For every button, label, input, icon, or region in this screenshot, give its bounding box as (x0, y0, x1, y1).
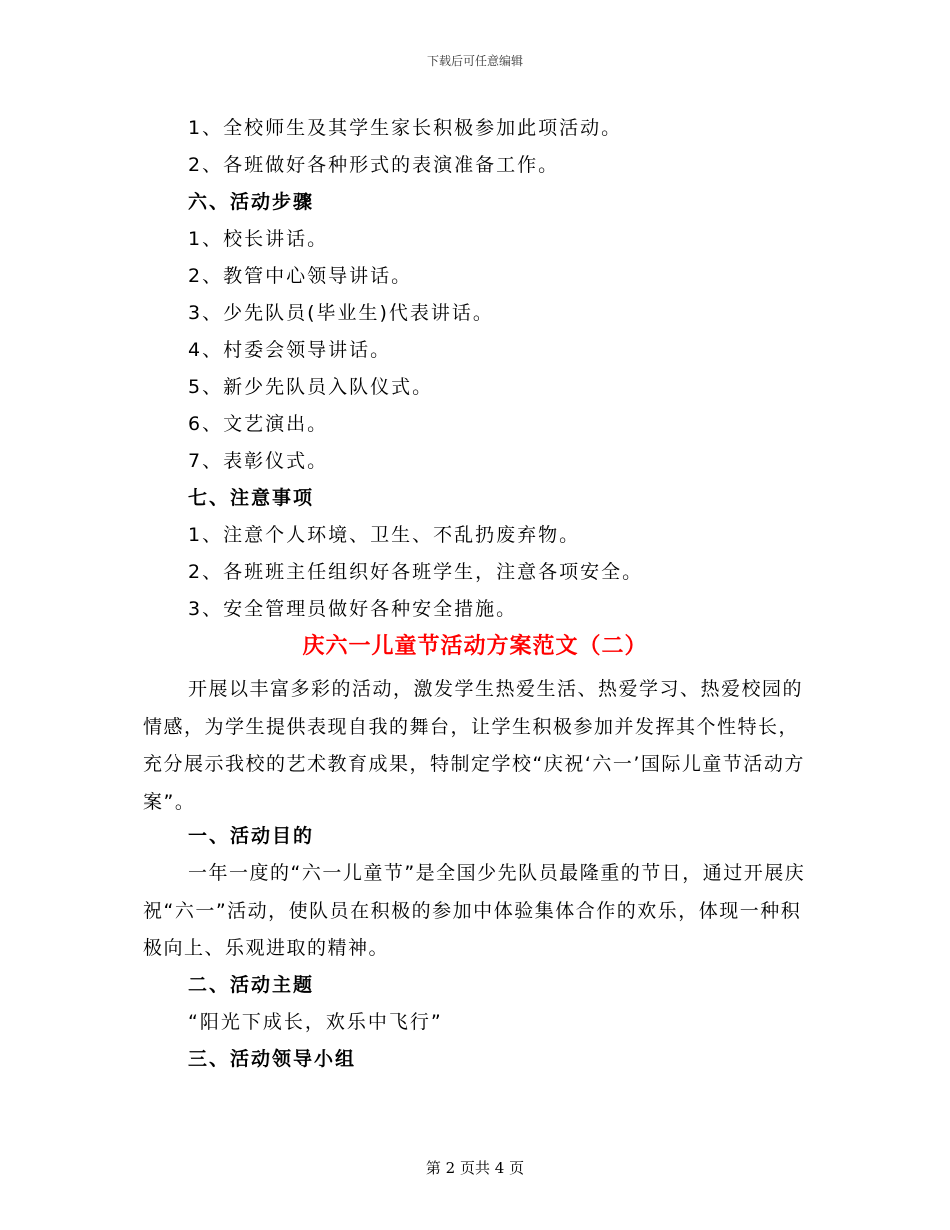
section-heading-leadership: 三、活动领导小组 (188, 1048, 357, 1070)
document-section-title: 庆六一儿童节活动方案范文（二） (302, 634, 648, 659)
list-item: 5、新少先队员入队仪式。 (188, 376, 434, 398)
list-item: 3、安全管理员做好各种安全措施。 (188, 598, 518, 620)
page-footer: 第 2 页共 4 页 (425, 1159, 525, 1177)
list-item: 4、村委会领导讲话。 (188, 339, 392, 361)
list-item: 1、全校师生及其学生家长积极参加此项活动。 (188, 117, 623, 139)
theme-text: “阳光下成长，欢乐中飞行” (188, 1011, 443, 1033)
list-item: 2、各班班主任组织好各班学生，注意各项安全。 (188, 561, 644, 583)
list-item: 2、教管中心领导讲话。 (188, 265, 413, 287)
list-item: 6、文艺演出。 (188, 413, 329, 435)
page-header: 下载后可任意编辑 (426, 54, 523, 68)
section-heading-theme: 二、活动主题 (188, 974, 315, 996)
purpose-paragraph (143, 855, 811, 968)
intro-paragraph (143, 671, 811, 821)
purpose-paragraph-text: 一年一度的“六一儿童节”是全国少先队员最隆重的节日，通过开展庆祝“六一”活动，使队员在积极的参加中体验集体合作的欢乐，体现一种积极向上、乐观进取的精神。 (143, 862, 806, 959)
section-heading-steps: 六、活动步骤 (188, 191, 315, 213)
list-item: 3、少先队员(毕业生)代表讲话。 (188, 302, 494, 324)
list-item: 1、注意个人环境、卫生、不乱扔废弃物。 (188, 524, 581, 546)
list-item: 2、各班做好各种形式的表演准备工作。 (188, 154, 560, 176)
list-item: 7、表彰仪式。 (188, 450, 329, 472)
intro-paragraph-text: 开展以丰富多彩的活动，激发学生热爱生活、热爱学习、热爱校园的情感，为学生提供表现自我的舞台，让学生积极参加并发挥其个性特长，充分展示我校的艺术教育成果，特制定学校“庆祝‘六一’国际儿童节活动方案”。 (143, 678, 805, 813)
list-item: 1、校长讲话。 (188, 228, 329, 250)
section-heading-purpose: 一、活动目的 (188, 825, 315, 847)
section-heading-notes: 七、注意事项 (188, 487, 315, 509)
